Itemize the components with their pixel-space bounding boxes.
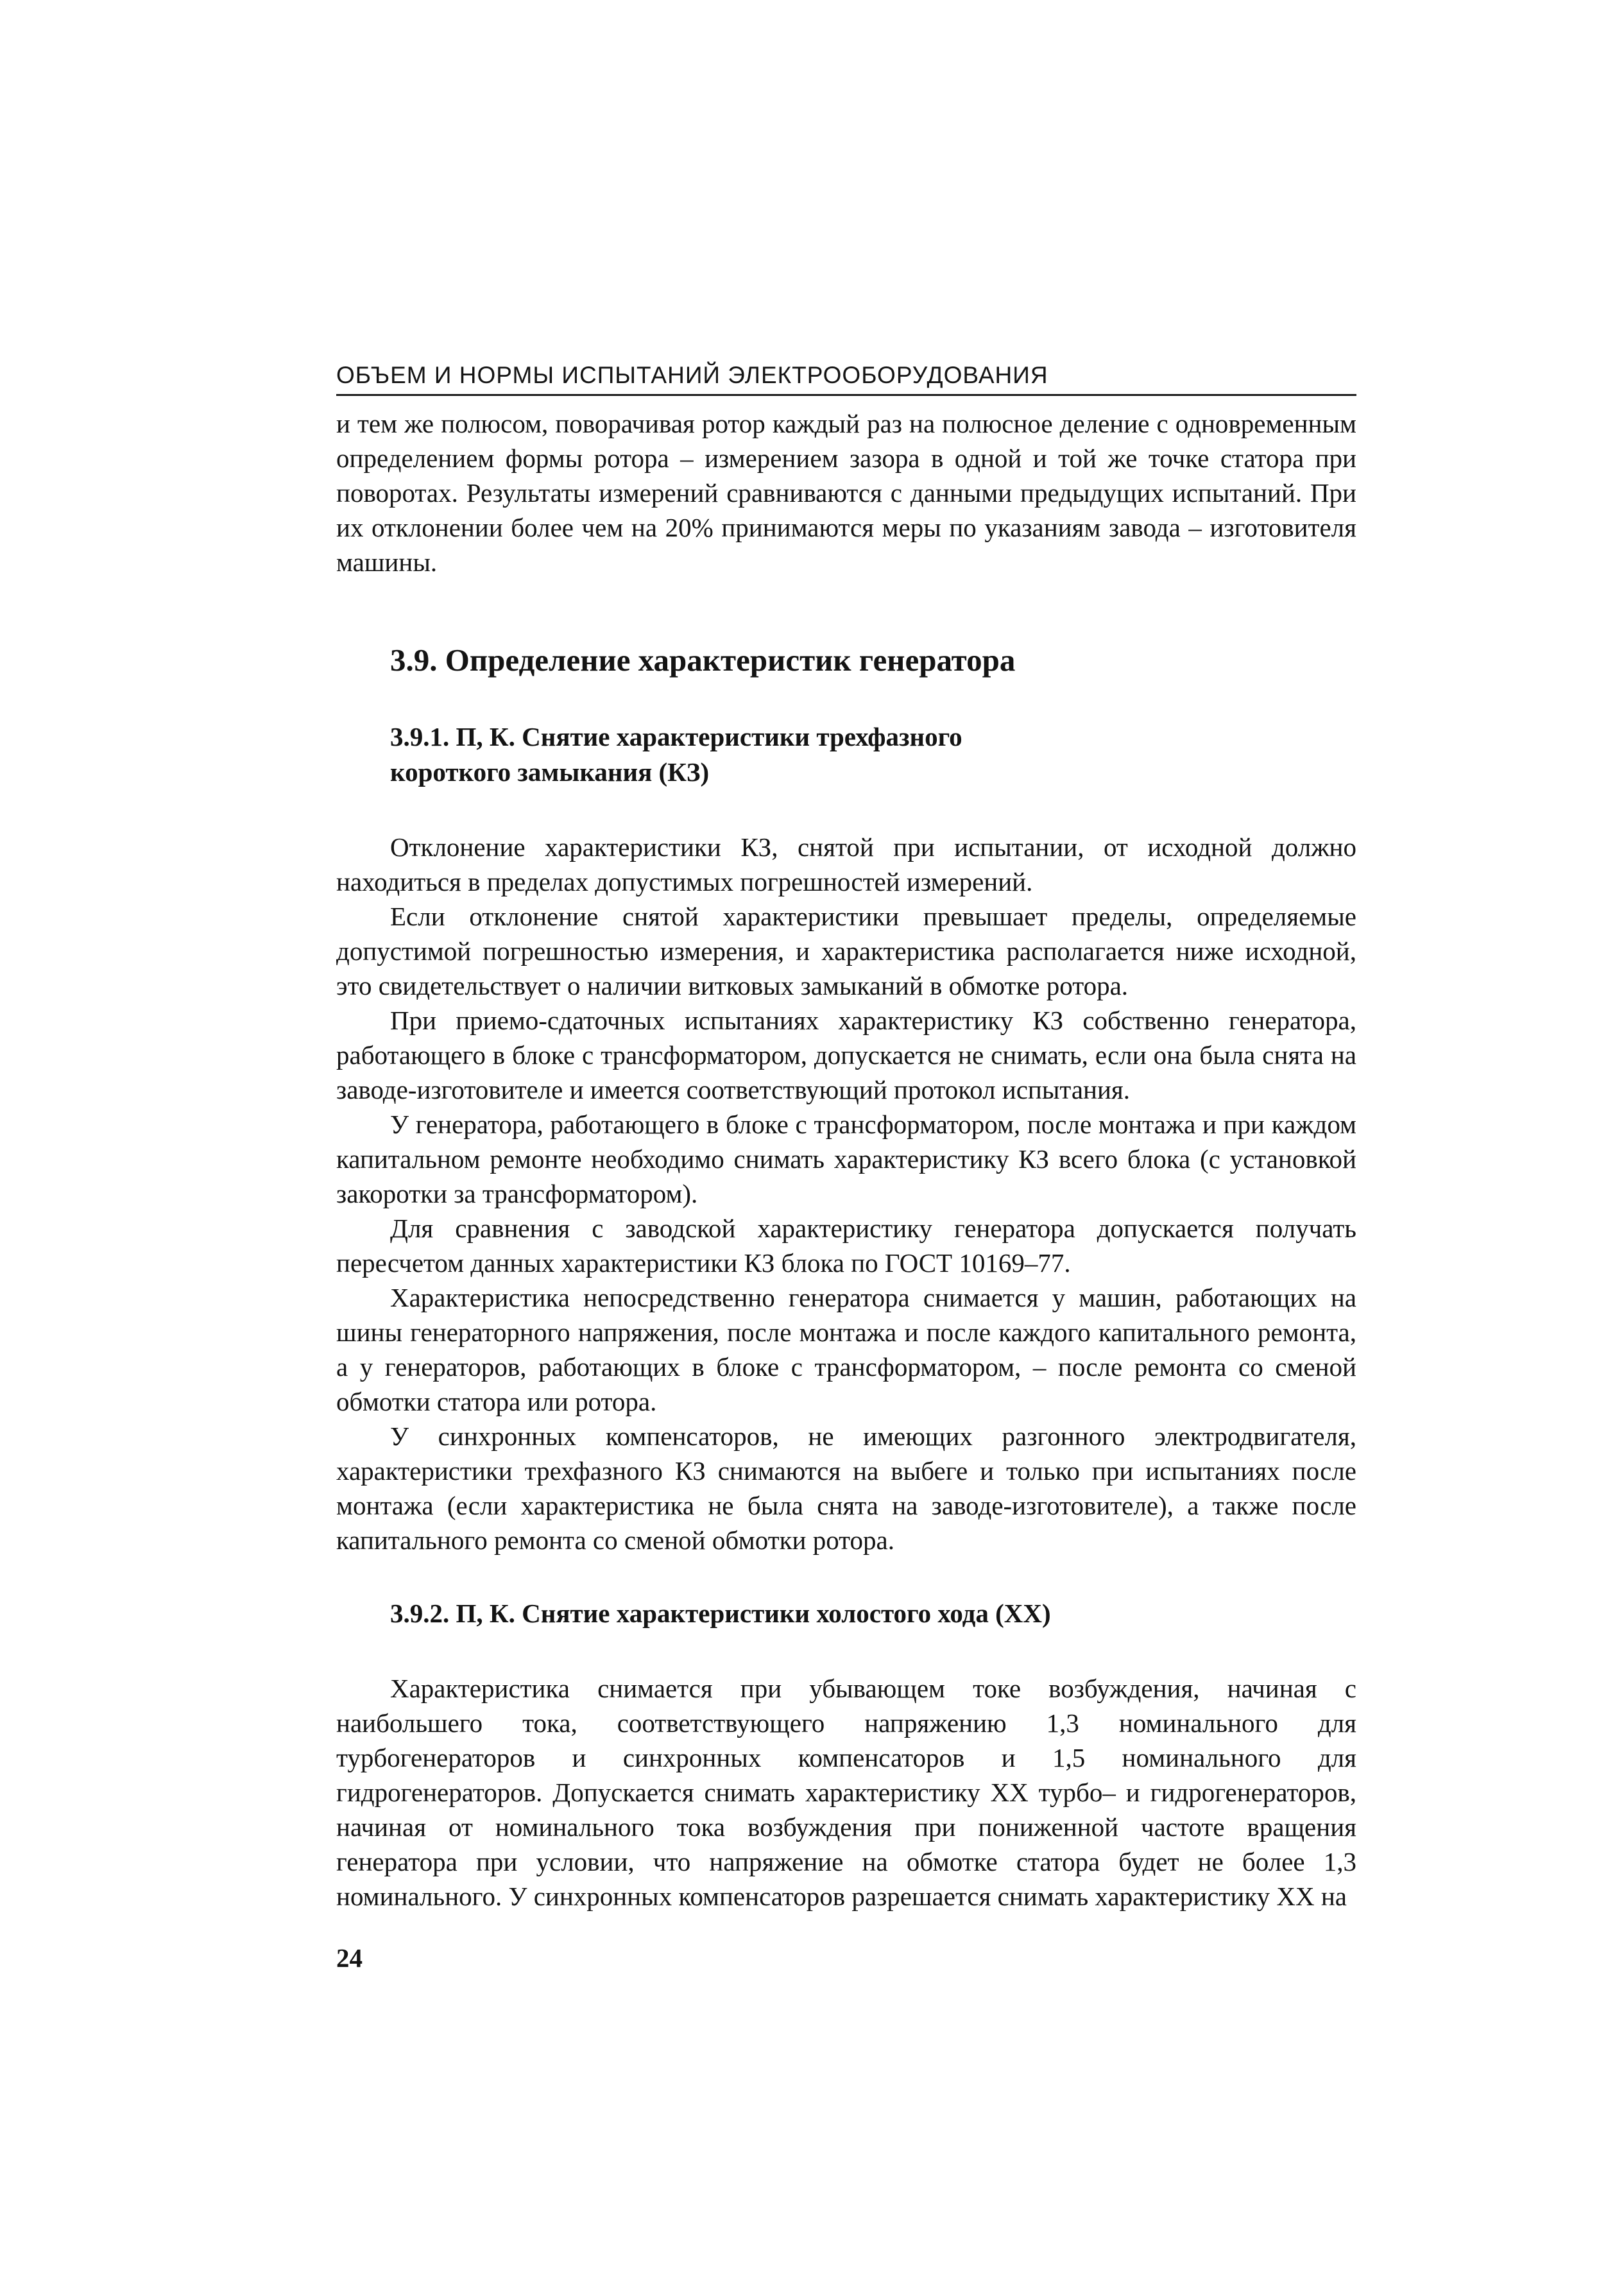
running-head: ОБЪЕМ И НОРМЫ ИСПЫТАНИЙ ЭЛЕКТРООБОРУДОВАНИЯ [336,359,1356,396]
intro-paragraph: и тем же полюсом, поворачивая ротор каждый раз на полюсное деление с одновременным определением формы ротора – измерением зазора в одной и той же точке статора при поворотах. Результаты измерений сравниваются с данными предыдущих испытаний. При их отклонении более чем на 20% принимаются меры по указаниям завода – изготовителя машины. [336,409,1356,577]
paragraph: При приемо-сдаточных испытаниях характеристику КЗ собственно генератора, работающего в блоке с трансформатором, допускается не снимать, если она была снята на заводе-изготовителе и имеется соответствующий протокол испытания. [336,1006,1356,1104]
paragraph: Отклонение характеристики КЗ, снятой при испытании, от исходной должно находиться в пределах допустимых погрешностей измерений. [336,832,1356,896]
section-heading: 3.9. Определение характеристик генератора [390,642,1016,678]
paragraph: Для сравнения с заводской характеристику генератора допускается получать пересчетом данных характеристики КЗ блока по ГОСТ 10169–77. [336,1214,1356,1278]
paragraph: Характеристика непосредственно генератора снимается у машин, работающих на шины генераторного напряжения, после монтажа и после каждого капитального ремонта, а у генераторов, работающих в блоке с трансформатором, – после ремонта со сменой обмотки статора или ротора. [336,1283,1356,1416]
paragraph: У генератора, работающего в блоке с трансформатором, после монтажа и при каждом капитальном ремонте необходимо снимать характеристику КЗ всего блока (с установкой закоротки за трансформатором). [336,1110,1356,1208]
subsection-heading-3-9-2: 3.9.2. П, К. Снятие характеристики холостого хода (ХХ) [390,1599,1051,1628]
page-number: 24 [336,1943,363,1973]
paragraph: Если отклонение снятой характеристики превышает пределы, определяемые допустимой погрешностью измерения, и характеристика располагается ниже исходной, это свидетельствует о наличии витковых замыканий в обмотке ротора. [336,902,1356,1000]
document-page [336,359,1356,1975]
paragraph: У синхронных компенсаторов, не имеющих разгонного электродвигателя, характеристики трехфазного КЗ снимаются на выбеге и только при испытаниях после монтажа (если характеристика не была снята на заводе-изготовителе), а также после капитального ремонта со сменой обмотки ротора. [336,1421,1356,1555]
paragraph: Характеристика снимается при убывающем токе возбуждения, начиная с наибольшего тока, соответствующего напряжению 1,3 номинального для турбогенераторов и синхронных компенсаторов и 1,5 номинального для гидрогенераторов. Допускается снимать характеристику ХХ турбо– и гидрогенераторов, начиная от номинального тока возбуждения при пониженной частоте вращения генератора при условии, что напряжение на обмотке статора будет не более 1,3 номинального. У синхронных компенсаторов разрешается снимать характеристику ХХ на [336,1674,1356,1911]
subsection-heading-3-9-1: 3.9.1. П, К. Снятие характеристики трехфазного короткого замыкания (КЗ) [390,722,962,787]
